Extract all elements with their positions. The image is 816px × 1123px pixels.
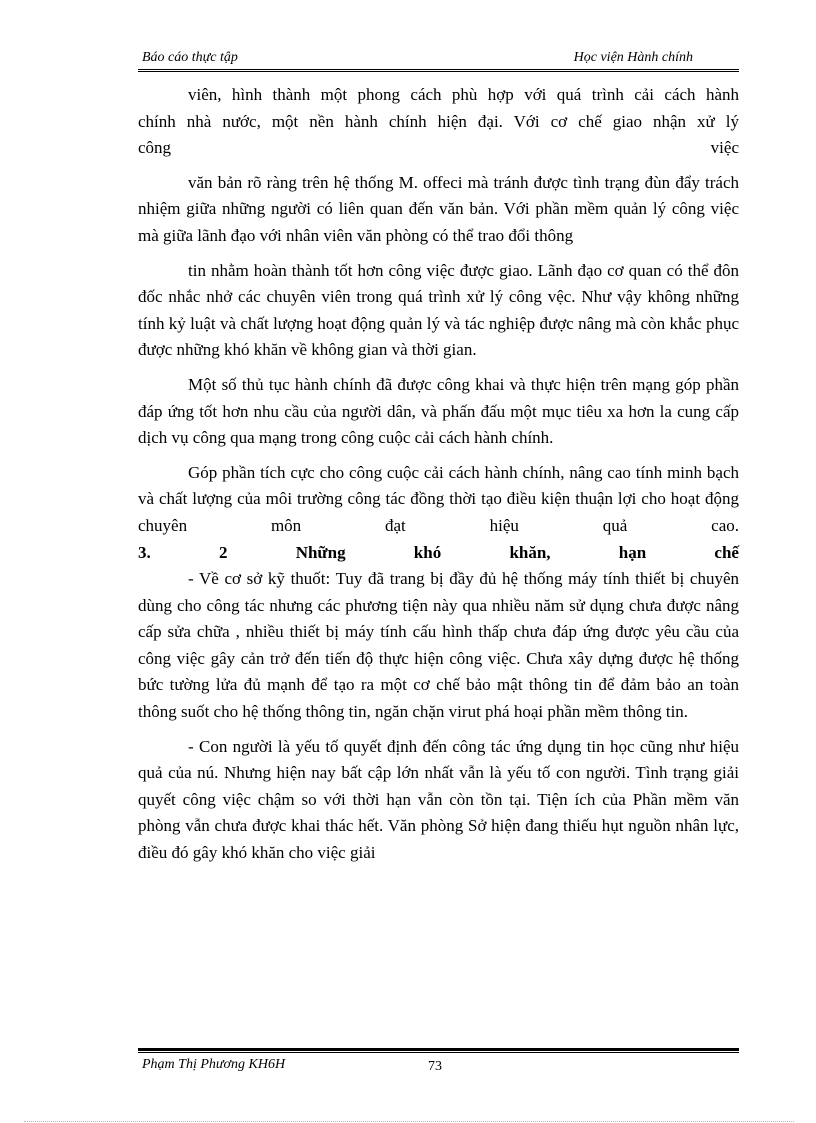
paragraph-3: tin nhằm hoàn thành tốt hơn công việc được giao. Lãnh đạo cơ quan có thể đôn đốc nhắc nhở các chuyên viên trong quá trình xử lý công vệc. Như vậy không những tính kỷ luật và chất lượng hoạt động quản lý và tác nghiệp được nâng mà còn khắc phục được những khó khăn về không gian và thời gian. <box>138 260 739 360</box>
word-viec: việc <box>710 138 739 158</box>
header-institution: Học viện Hành chính <box>573 50 693 65</box>
paragraph-1-line-3 <box>138 135 739 162</box>
footer-author: Phạm Thị Phương KH6H <box>142 1057 286 1072</box>
page-number: 73 <box>428 1059 442 1074</box>
paragraph-4: Một số thủ tục hành chính đã được công khai và thực hiện trên mạng góp phần đáp ứng tốt hơn nhu cầu của người dân, và phấn đấu một mục tiêu xa hơn la cung cấp dịch vụ công qua mạng trong công cuộc cải cách hành chính. <box>138 374 739 448</box>
paragraph-1-line-2: chính nhà nước, một nền hành chính hiện đại. Với cơ chế giao nhận xử lý <box>138 111 739 131</box>
paragraph-7: - Con người là yếu tố quyết định đến công tác ứng dụng tin học cũng như hiệu quả của nú. Nhưng hiện nay bất cập lớn nhất vẫn là yếu tố con người. Tình trạng giải quyết công việc chậm so với thời hạn vẫn còn tồn tại. Tiện ích của Phần mềm văn phòng vẫn chưa được khai thác hết. Văn phòng Sở hiện đang thiếu hụt nguồn nhân lực, điều đó gây khó khăn cho việc giải <box>138 736 739 863</box>
paragraph-1-line-1: viên, hình thành một phong cách phù hợp với quá trình cải cách hành <box>188 85 739 104</box>
heading-word: 2 <box>218 542 228 562</box>
heading-word: khăn, <box>509 542 551 562</box>
heading-word: 3. <box>138 542 151 562</box>
heading-word: hạn <box>618 542 647 562</box>
heading-word: chế <box>714 542 739 562</box>
section-heading <box>138 540 739 567</box>
footer-rule <box>138 1048 739 1053</box>
page-break-line <box>24 1121 794 1122</box>
header-report-title: Báo cáo thực tập <box>142 50 238 65</box>
paragraph-5: Góp phần tích cực cho công cuộc cải cách hành chính, nâng cao tính minh bạch và chất lượng của môi trường công tác đồng thời tạo điều kiện thuận lợi cho hoạt động chuyên môn đạt hiệu quả cao. <box>138 462 739 535</box>
heading-word: khó <box>413 542 442 562</box>
page-header <box>138 50 739 68</box>
body-text <box>138 82 739 867</box>
word-cong: công <box>138 138 172 158</box>
paragraph-6: - Về cơ sở kỹ thuốt: Tuy đã trang bị đầy đủ hệ thống máy tính thiết bị chuyên dùng cho công tác nhưng các phương tiện này qua nhiều năm sử dụng chưa được nâng cấp sửa chữa , nhiều thiết bị máy tính cấu hình thấp chưa đáp ứng được yêu cầu của công việc gây cản trở đến tiến độ thực hiện công việc. Chưa xây dựng được hệ thống bức tường lửa đủ mạnh để tạo ra một cơ chế bảo mật thông tin để đảm bảo an toàn thông suốt cho hệ thống thông tin, ngăn chặn virut phá hoại phần mềm thông tin. <box>138 569 739 722</box>
heading-word: Những <box>295 542 346 562</box>
paragraph-2: văn bản rõ ràng trên hệ thống M. offeci mà tránh được tình trạng đùn đẩy trách nhiệm giữa những người có liên quan đến văn bản. Với phần mềm quản lý công việc mà giữa lãnh đạo với nhân viên văn phòng có thể trao đổi thông <box>138 172 739 245</box>
header-rule <box>138 69 739 72</box>
